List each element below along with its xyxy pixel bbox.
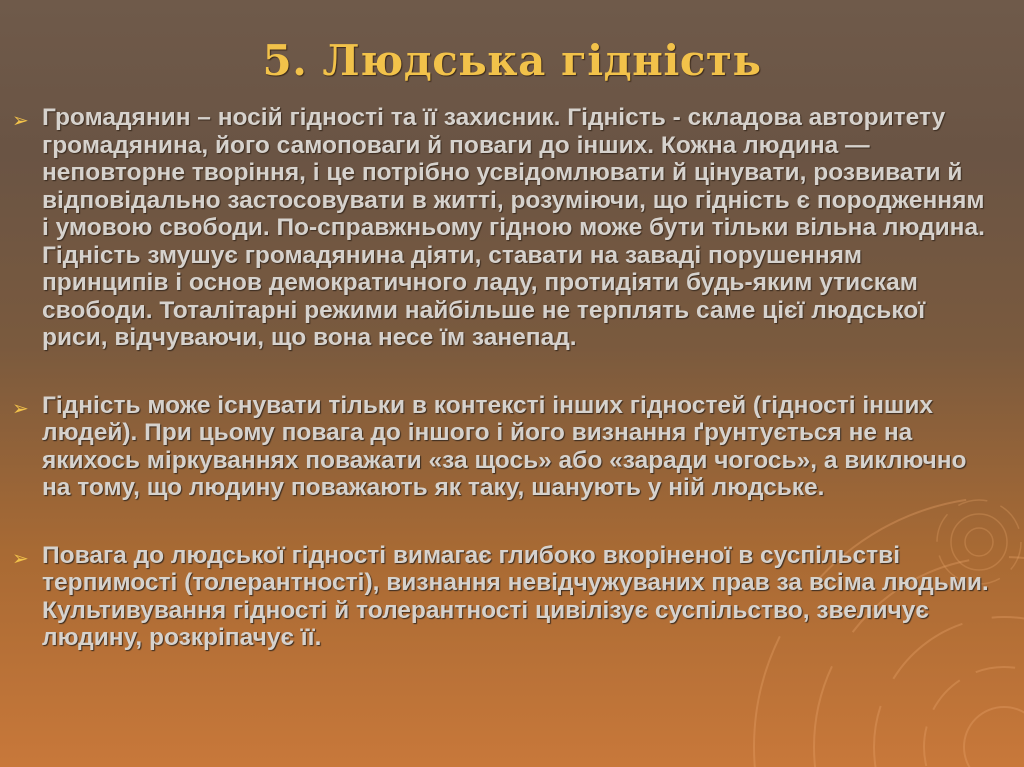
arrow-bullet-icon: ➢ [12,395,29,420]
slide-title: 5. Людська гідність [262,36,762,85]
bullet-item-2 [12,392,992,502]
bullet-text-1: Громадянин – носій гідності та її захисник. Гідність - складова авторитету громадянина, його самоповаги й поваги до інших. Кожна людина — неповторне творіння, і це потрібно усвідомлювати й цінувати, розвивати й відповідально застосовувати в житті, розуміючи, що гідність є породженням і умовою свободи. По-справжньому гідною може бути тільки вільна людина. Гідність змушує громадянина діяти, ставати на заваді порушенням принципів і основ демократичного ладу, протидіяти будь-яким утискам свободи. Тоталітарні режими найбільше не терплять саме цієї людської риси, відчуваючи, що вона несе їм занепад. [42,104,985,351]
arrow-bullet-icon: ➢ [12,108,29,132]
bullet-item-3 [12,542,992,652]
bullet-text-3: Повага до людської гідності вимагає глибоко вкоріненої в суспільстві терпимості (толерантності), визнання невідчужуваних прав за всіма людьми. Культивування гідності й толерантності цивілізує суспільство, звеличує людину, розкріпачує її. [42,541,989,651]
bullet-item-1 [12,104,992,352]
arrow-bullet-icon: ➢ [12,545,29,570]
bullet-list [12,104,992,652]
bullet-text-2: Гідність може існувати тільки в контексті інших гідностей (гідності інших людей). При цьому повага до іншого і його визнання ґрунтується не на якихось міркуваннях поважати «за щось» або «заради чогось», а виключно на тому, що людину поважають як таку, шанують у ній людське. [42,391,967,501]
